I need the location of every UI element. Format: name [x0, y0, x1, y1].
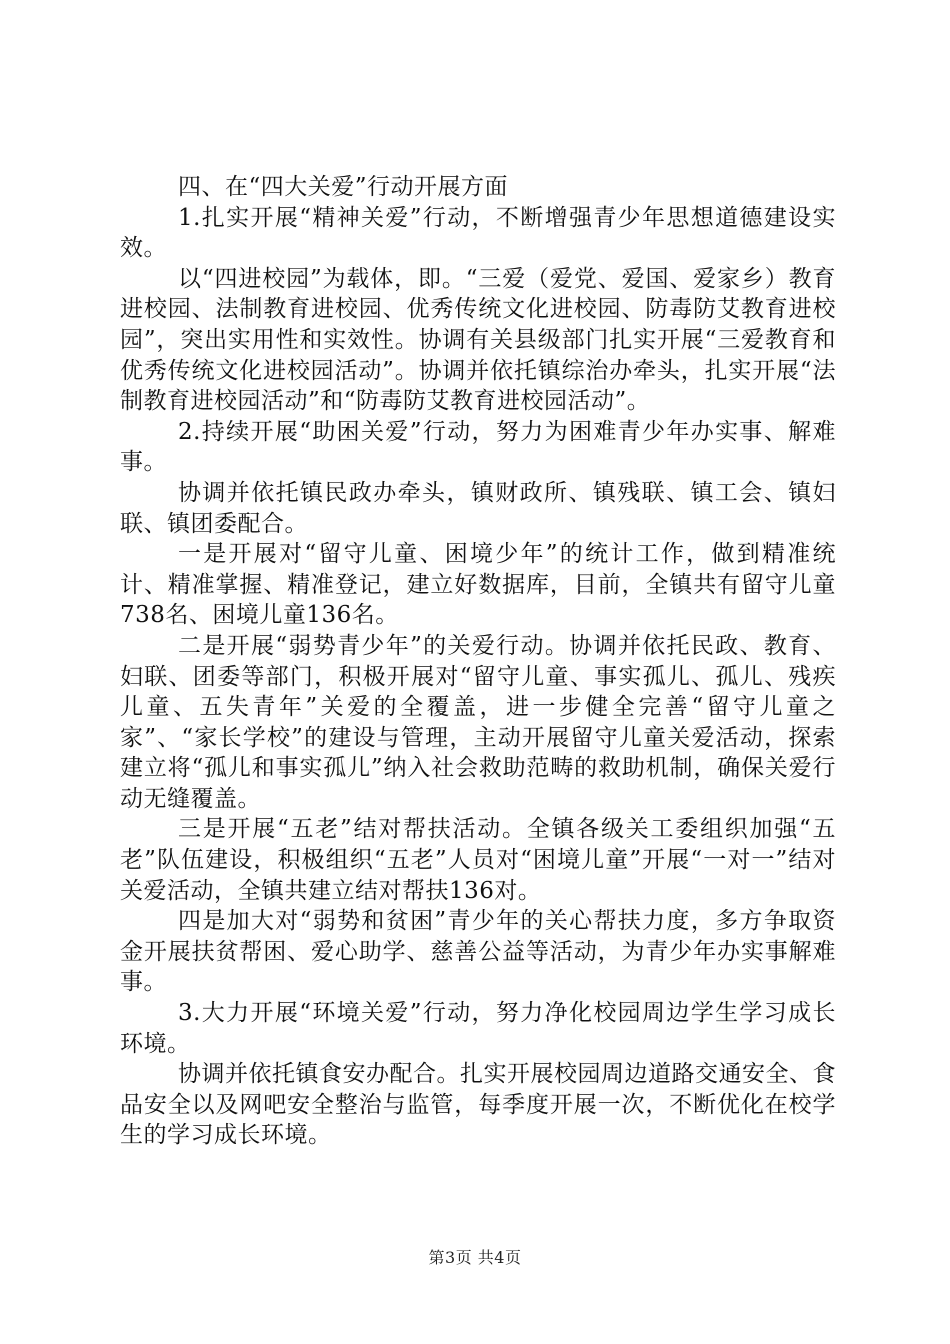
- paragraph: 一是开展对“留守儿童、困境少年”的统计工作，做到精准统计、精准掌握、精准登记，建立好数据库，目前，全镇共有留守儿童738名、困境儿童136名。: [120, 541, 836, 629]
- document-body: [120, 172, 836, 1151]
- subsection-heading-3: 3.大力开展“环境关爱”行动，努力净化校园周边学生学习成长环境。: [120, 1000, 836, 1057]
- paragraph: 二是开展“弱势青少年”的关爱行动。协调并依托民政、教育、妇联、团委等部门，积极开展对“留守儿童、事实孤儿、孤儿、残疾儿童、五失青年”关爱的全覆盖，进一步健全完善“留守儿童之家”、“家长学校”的建设与管理，主动开展留守儿童关爱活动，探索建立将“孤儿和事实孤儿”纳入社会救助范畴的救助机制，确保关爱行动无缝覆盖。: [120, 632, 836, 812]
- subsection-heading-2: 2.持续开展“助困关爱”行动，努力为困难青少年办实事、解难事。: [120, 418, 836, 476]
- paragraph: 协调并依托镇民政办牵头，镇财政所、镇残联、镇工会、镇妇联、镇团委配合。: [120, 479, 836, 537]
- subsection-heading-1: 1.扎实开展“精神关爱”行动，不断增强青少年思想道德建设实效。: [120, 204, 836, 262]
- paragraph: 以“四进校园”为载体，即。“三爱（爱党、爱国、爱家乡）教育进校园、法制教育进校园、优秀传统文化进校园、防毒防艾教育进校园”，突出实用性和实效性。协调有关县级部门扎实开展“三爱教育和优秀传统文化进校园活动”。协调并依托镇综治办牵头，扎实开展“法制教育进校园活动”和“防毒防艾教育进校园活动”。: [120, 265, 836, 415]
- paragraph: 协调并依托镇食安办配合。扎实开展校园周边道路交通安全、食品安全以及网吧安全整治与监管，每季度开展一次，不断优化在校学生的学习成长环境。: [120, 1061, 836, 1149]
- page-footer: 第3页 共4页: [428, 1248, 522, 1267]
- section-heading: 四、在“四大关爱”行动开展方面: [178, 174, 509, 200]
- paragraph: 四是加大对“弱势和贫困”青少年的关心帮扶力度，多方争取资金开展扶贫帮困、爱心助学、慈善公益等活动，为青少年办实事解难事。: [120, 908, 836, 996]
- paragraph: 三是开展“五老”结对帮扶活动。全镇各级关工委组织加强“五老”队伍建设，积极组织“五老”人员对“困境儿童”开展“一对一”结对关爱活动，全镇共建立结对帮扶136对。: [120, 816, 836, 904]
